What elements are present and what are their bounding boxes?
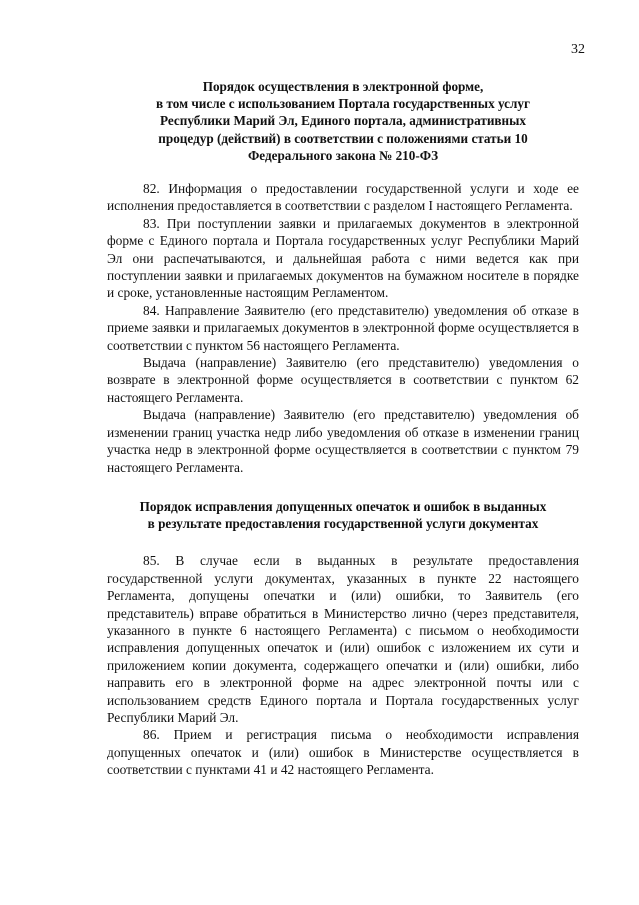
paragraph-84: 84. Направление Заявителю (его представителю) уведомления об отказе в приеме заявки и прилагаемых документов в электронной форме осуществляется в соответствии с пунктом 56 настоящего Регламента. bbox=[107, 302, 579, 353]
page-number: 32 bbox=[571, 42, 585, 57]
paragraph-84-return-notice: Выдача (направление) Заявителю (его представителю) уведомления о возврате в электронной форме осуществляется в соответствии с пунктом 62 настоящего Регламента. bbox=[107, 355, 579, 405]
document-body bbox=[107, 78, 579, 779]
section-title-line: в том числе с использованием Портала государственных услуг bbox=[156, 96, 530, 112]
section-title-electronic-procedures bbox=[107, 78, 579, 164]
section-title-error-correction bbox=[107, 498, 579, 532]
paragraph-82: 82. Информация о предоставлении государственной услуги и ходе ее исполнения предоставляется в соответствии с разделом I настоящего Регламента. bbox=[107, 181, 579, 214]
section-title-line: Порядок осуществления в электронной форме, bbox=[202, 79, 484, 94]
paragraph-86: 86. Прием и регистрация письма о необходимости исправления допущенных опечаток и (или) ошибок в Министерстве осуществляется в соответствии с пунктами 41 и 42 настоящего Регламента. bbox=[107, 727, 579, 778]
section-title-line: Федерального закона № 210-ФЗ bbox=[247, 147, 439, 163]
section-title-line: Порядок исправления допущенных опечаток и ошибок в выданных bbox=[139, 498, 547, 514]
paragraph-84-boundary-notice: Выдача (направление) Заявителю (его представителю) уведомления об изменении границ участка недр либо уведомления об отказе в изменении границ участка недр в электронной форме осуществляется в соответствии с пунктом 79 настоящего Регламента. bbox=[107, 407, 579, 475]
paragraph-83: 83. При поступлении заявки и прилагаемых документов в электронной форме с Единого портала и Портала государственных услуг Республики Марий Эл они распечатываются, и дальнейшая работа с ними ведется как при поступлении заявки и прилагаемых документов на бумажном носителе в порядке и сроке, установленные настоящим Регламентом. bbox=[107, 215, 579, 301]
section-title-line: Республики Марий Эл, Единого портала, административных bbox=[159, 113, 527, 129]
section-title-line: в результате предоставления государственной услуги документах bbox=[147, 516, 539, 532]
paragraph-85: 85. В случае если в выданных в результате предоставления государственной услуги документах, указанных в пункте 22 настоящего Регламента, допущены опечатки и (или) ошибки, то Заявитель (его представитель) вправе обратиться в Министерство лично (через представителя, указанного в пункте 6 настоящего Регламента) с письмом о необходимости исправления допущенных опечаток и (или) ошибок с изложением их сути и приложением копии документа, содержащего опечатки и (или) ошибки, либо направить его в электронной форме на адрес электронной почты или с использованием средств Единого портала и Портала государственных услуг Республики Марий Эл. bbox=[107, 553, 579, 725]
section-title-line: процедур (действий) в соответствии с положениями статьи 10 bbox=[158, 130, 528, 146]
